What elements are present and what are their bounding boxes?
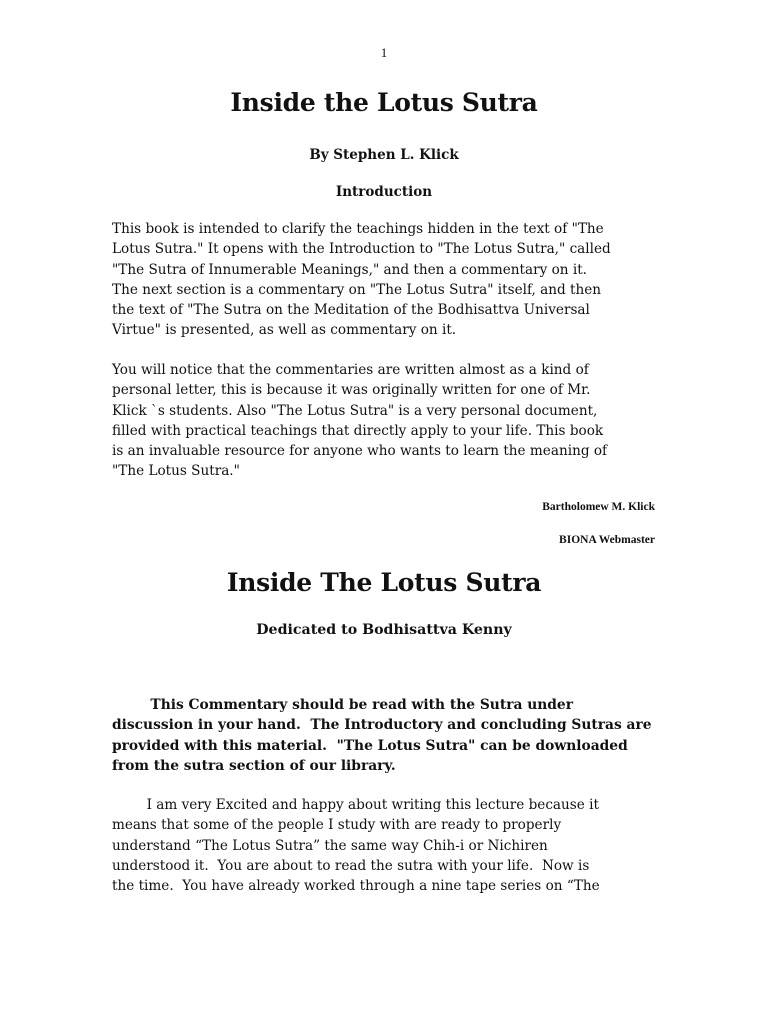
- paragraph-line: is an invaluable resource for anyone who wants to learn the meaning of: [112, 443, 608, 460]
- intro-paragraph-1: [112, 219, 672, 341]
- paragraph-line: Klick `s students. Also "The Lotus Sutra" is a very personal document,: [112, 402, 598, 419]
- paragraph-line: understand “The Lotus Sutra” the same way Chih-i or Nichiren: [112, 837, 548, 854]
- body-paragraph: [112, 795, 672, 896]
- paragraph-line: personal letter, this is because it was originally written for one of Mr.: [112, 382, 591, 399]
- paragraph-line: Lotus Sutra." It opens with the Introduction to "The Lotus Sutra," called: [112, 241, 611, 258]
- paragraph-line: the text of "The Sutra on the Meditation of the Bodhisattva Universal: [112, 302, 590, 319]
- intro-paragraph-2: [112, 360, 672, 482]
- paragraph-line: This book is intended to clarify the teachings hidden in the text of "The: [112, 221, 604, 237]
- dedication-line: Dedicated to Bodhisattva Kenny: [256, 622, 512, 638]
- paragraph-line: "The Sutra of Innumerable Meanings," and then a commentary on it.: [112, 261, 587, 278]
- signature-role: BIONA Webmaster: [559, 534, 655, 546]
- paragraph-line: "The Lotus Sutra.": [112, 463, 240, 480]
- paragraph-line: means that some of the people I study with are ready to properly: [112, 817, 562, 834]
- paragraph-line: Virtue" is presented, as well as commentary on it.: [112, 322, 457, 339]
- paragraph-line: understood it. You are about to read the sutra with your life. Now is: [112, 857, 590, 874]
- paragraph-line: provided with this material. "The Lotus Sutra" can be downloaded: [112, 737, 628, 754]
- paragraph-line: filled with practical teachings that directly apply to your life. This book: [112, 422, 604, 439]
- paragraph-line: This Commentary should be read with the Sutra under: [112, 697, 573, 713]
- paragraph-line: The next section is a commentary on "The Lotus Sutra" itself, and then: [112, 281, 602, 298]
- paragraph-line: I am very Excited and happy about writing this lecture because it: [112, 797, 599, 813]
- signature-name: Bartholomew M. Klick: [542, 501, 655, 513]
- author-line: By Stephen L. Klick: [309, 147, 459, 163]
- paragraph-line: discussion in your hand. The Introductory and concluding Sutras are: [112, 717, 652, 734]
- paragraph-line: from the sutra section of our library.: [112, 757, 396, 774]
- second-title: Inside The Lotus Sutra: [226, 568, 542, 597]
- document-title: Inside the Lotus Sutra: [230, 88, 538, 117]
- section-heading: Introduction: [335, 184, 433, 200]
- paragraph-line: You will notice that the commentaries are written almost as a kind of: [112, 362, 589, 378]
- note-paragraph: [112, 695, 672, 776]
- page-number: 1: [380, 45, 388, 60]
- paragraph-line: the time. You have already worked through a nine tape series on “The: [112, 878, 600, 895]
